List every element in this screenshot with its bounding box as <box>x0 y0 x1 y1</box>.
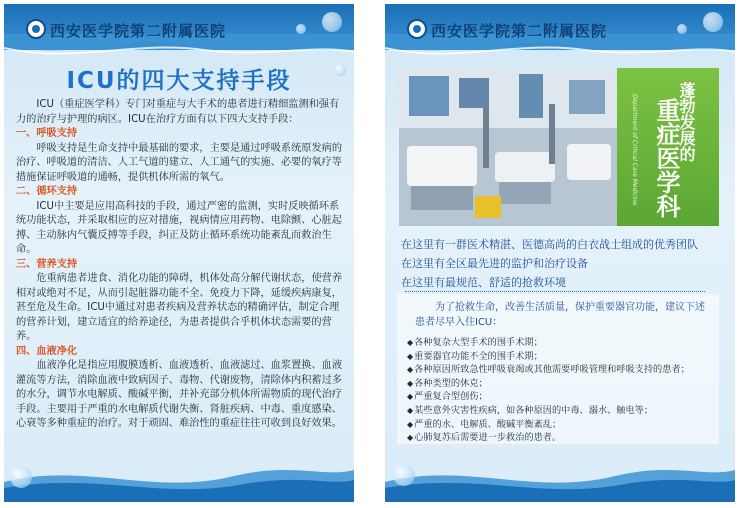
right-poster <box>385 4 735 502</box>
left-poster <box>4 4 354 502</box>
hospital-logo-icon <box>407 19 427 39</box>
bubble-icon <box>10 466 32 488</box>
admission-box <box>397 294 719 444</box>
divider <box>405 291 705 292</box>
banner-subtitle: Department of Critical Care Medicine <box>631 94 638 206</box>
list-item: ◆ 某些意外灾害性疾病，如各种原因的中毒、溺水、触电等； <box>407 404 715 418</box>
list-item: ◆ 重要器官功能不全的围手术期； <box>407 350 715 364</box>
bubble-icon <box>393 464 415 486</box>
icu-ward-illustration <box>399 68 617 226</box>
admission-intro: 为了抢救生命，改善生活质量，保护重要器官功能，建议下述患者尽早入住ICU： <box>415 302 705 328</box>
list-item: ◆ 各种类型的休克； <box>407 377 715 391</box>
icu-ward-photo <box>399 68 617 226</box>
highlight-line: 在这里有一群医术精湛、医德高尚的白衣战士组成的优秀团队 <box>401 238 698 251</box>
section-heading-blood-purification: 四、血液净化 <box>16 345 78 357</box>
footer-wave <box>385 456 735 502</box>
poster-title: ICU的四大支持手段 <box>66 68 292 94</box>
section-heading-respiratory: 一、呼吸支持 <box>16 128 78 139</box>
footer-wave <box>4 456 354 502</box>
hospital-name: 西安医学院第二附属医院 <box>431 22 608 40</box>
list-item: ◆ 严重复合型创伤； <box>407 390 715 404</box>
bubble-icon <box>322 12 342 32</box>
bubble-icon <box>703 12 723 32</box>
banner-line2: 重症医学科 <box>652 98 681 218</box>
bubble-icon <box>296 24 306 34</box>
list-item: ◆ 各种原因所致急性呼吸衰竭或其他需要呼吸管理和呼吸支持的患者； <box>407 363 715 377</box>
intro-paragraph: ICU（重症医学科）专门对重症与大手术的患者进行精细监测和强有力的治疗与护理的病区。ICU在治疗方面有以下四大支持手段： <box>16 99 340 125</box>
highlight-line: 在这里有全区最先进的监护和治疗设备 <box>401 257 588 270</box>
section-body-circulation: ICU中主要是应用高科技的手段，通过严密的监测，实时反映循环系统功能状态，并采取相应的应对措施，视病情应用药物、电除颤、心脏起搏、主动脉内气囊反搏等手段，纠正及防止循环系统功能紊乱而救治生命。 <box>16 200 342 255</box>
section-body-respiratory: 呼吸支持是生命支持中最基础的要求，主要是通过呼吸系统原发病的治疗、呼吸道的清洁、人工气道的建立、人工通气的实施、必要的氧疗等措施保证呼吸道的通畅，提供机体所需的氧气。 <box>16 142 343 183</box>
hospital-logo-icon <box>26 19 46 39</box>
admission-list <box>407 336 715 445</box>
department-banner <box>617 68 719 226</box>
hospital-name: 西安医学院第二附属医院 <box>50 22 227 40</box>
list-item: ◆ 各种复杂大型手术的围手术期； <box>407 336 715 350</box>
banner-line1: 蓬勃发展的 <box>677 82 696 162</box>
section-body-blood-purification: 血液净化是指应用腹膜透析、血液透析、血液滤过、血浆置换、血液灌流等方法，消除血液中致病因子、毒物、代谢废物，清除体内积蓄过多的水分，调节水电解质、酸碱平衡，并补充部分机体所需物质的现代治疗手段。主要用于严重的水电解质代谢失衡、肾脏疾病、中毒、重度感染、心衰等多种重症的治疗。对于顽固、难治性的重症往往可收到良好效果。 <box>16 360 343 429</box>
highlight-line: 在这里有最规范、舒适的抢救环境 <box>401 276 566 289</box>
poster-body <box>16 98 344 432</box>
list-item: ◆ 严重的水、电解质、酸碱平衡紊乱； <box>407 418 715 432</box>
section-body-nutrition: 危重病患者进食、消化功能的障碍，机体处高分解代谢状态，使营养相对或绝对不足，从而引起脏器功能不全、免疫力下降，延缓疾病康复，甚至危及生命。ICU中通过对患者疾病及营养状态的精确评估，制定合理的营养计划，建立适宜的给养途径，为患者提供合乎机体状态需要的营养。 <box>16 273 343 342</box>
bubble-icon <box>677 24 687 34</box>
section-heading-circulation: 二、循环支持 <box>16 186 78 197</box>
section-heading-nutrition: 三、营养支持 <box>16 258 78 270</box>
list-item: ◆ 心肺复苏后需要进一步救治的患者。 <box>407 431 715 445</box>
